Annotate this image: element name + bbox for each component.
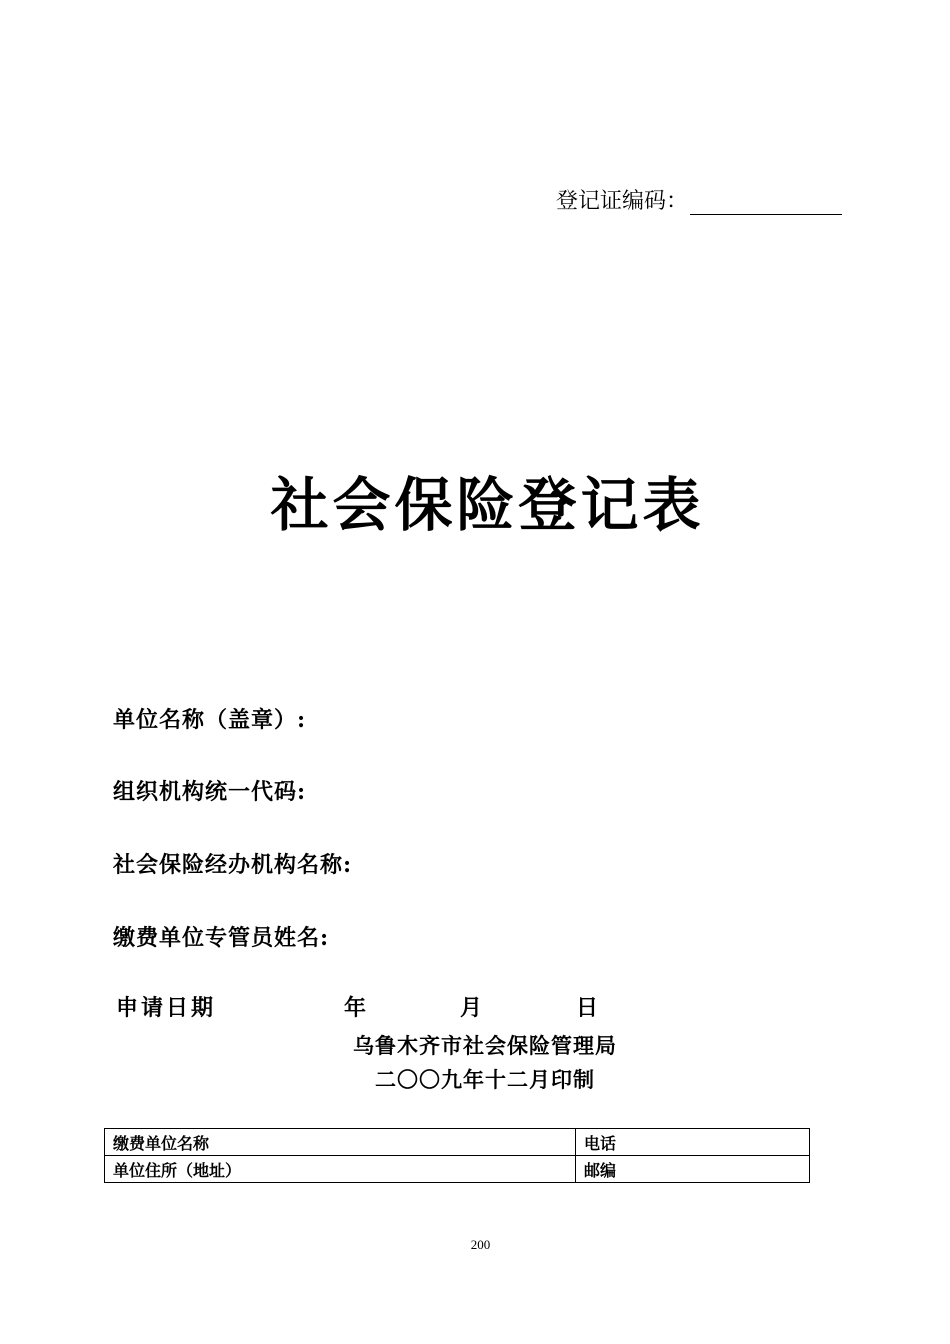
date-day: 日 xyxy=(576,995,602,1021)
issuer-print-date: 二〇〇九年十二月印制 xyxy=(375,1067,595,1092)
table-row xyxy=(105,1156,810,1183)
table-cell-phone[interactable]: 电话 xyxy=(576,1129,810,1156)
org-code-field: 组织机构统一代码: xyxy=(113,779,307,805)
date-month: 月 xyxy=(460,995,486,1021)
registration-code-label: 登记证编码： xyxy=(556,189,689,214)
table-row xyxy=(105,1129,810,1156)
issuer-org: 乌鲁木齐市社会保险管理局 xyxy=(353,1033,617,1058)
unit-name-field: 单位名称（盖章）: xyxy=(113,707,307,733)
manager-name-field: 缴费单位专管员姓名: xyxy=(113,925,330,951)
document-title: 社会保险登记表 xyxy=(270,471,705,539)
table-cell-address[interactable]: 单位住所（地址） xyxy=(105,1156,576,1183)
page-number: 200 xyxy=(470,1237,491,1252)
info-table xyxy=(104,1128,810,1183)
agency-name-field: 社会保险经办机构名称: xyxy=(113,852,353,878)
date-label: 申请日期 xyxy=(116,995,217,1021)
registration-code-line xyxy=(556,184,842,215)
table-cell-unit-name[interactable]: 缴费单位名称 xyxy=(105,1129,576,1156)
table-cell-postcode[interactable]: 邮编 xyxy=(576,1156,810,1183)
date-year: 年 xyxy=(344,995,370,1021)
registration-code-blank[interactable] xyxy=(690,192,842,215)
